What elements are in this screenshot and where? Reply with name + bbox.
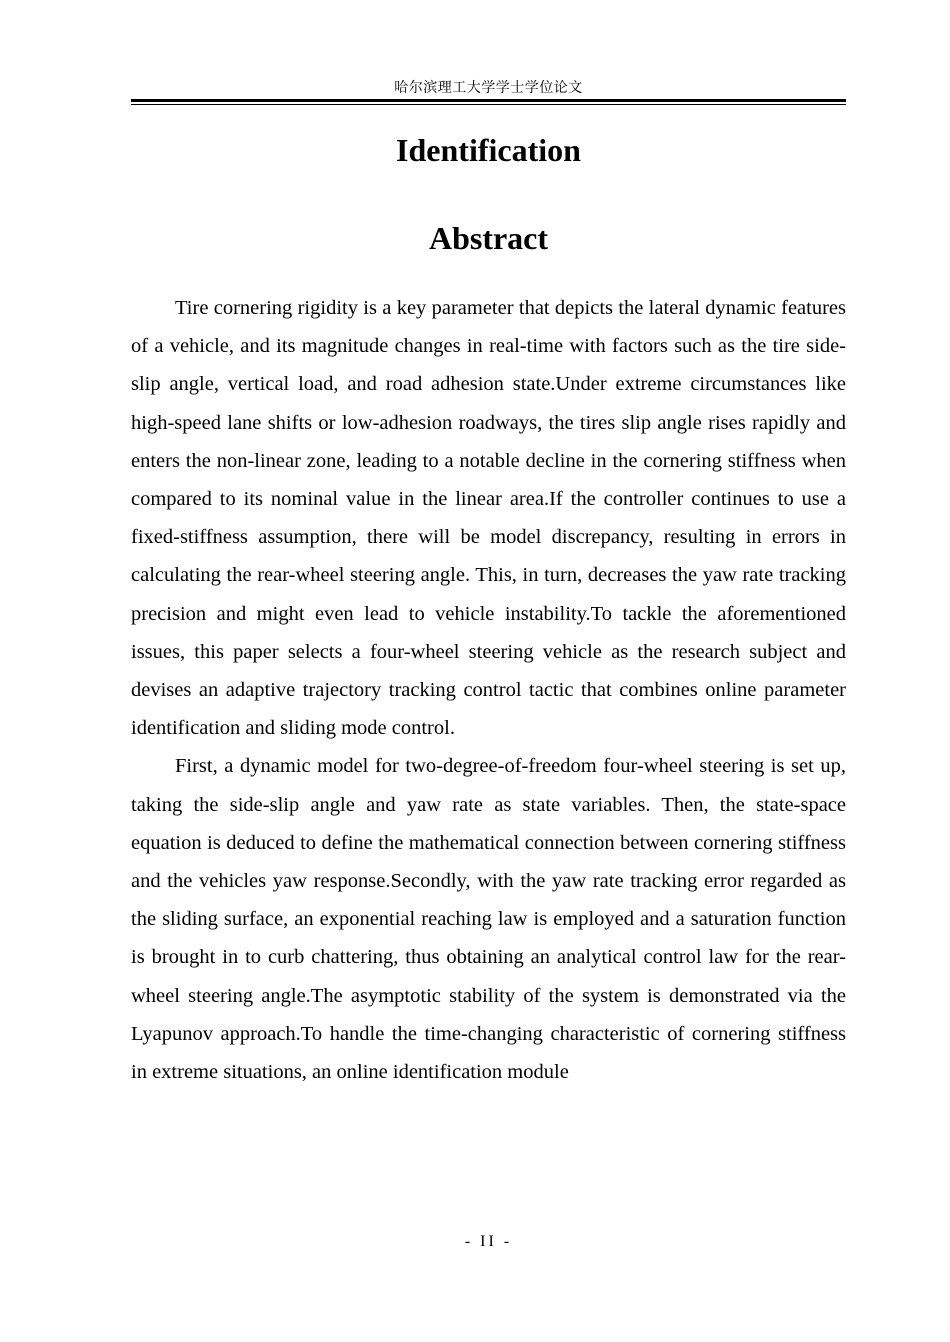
running-header: 哈尔滨理工大学学士学位论文 [394, 80, 583, 96]
abstract-paragraph: First, a dynamic model for two-degree-of-freedom four-wheel steering is set up, taking the side-slip angle and yaw rate as state variables. Then, the state-space equation is deduced to define the mathematical connection between cornering stiffness and the vehicles yaw response.Secondly, with the yaw rate tracking error regarded as the sliding surface, an exponential reaching law is employed and a saturation function is brought in to curb chattering, thus obtaining an analytical control law for the rear-wheel steering angle.The asymptotic stability of the system is demonstrated via the Lyapunov approach.To handle the time-changing characteristic of cornering stiffness in extreme situations, an online identification module [131, 755, 846, 1084]
abstract-paragraph: Tire cornering rigidity is a key parameter that depicts the lateral dynamic features of a vehicle, and its magnitude changes in real-time with factors such as the tire side-slip angle, vertical load, and road adhesion state.Under extreme circumstances like high-speed lane shifts or low-adhesion roadways, the tires slip angle rises rapidly and enters the non-linear zone, leading to a notable decline in the cornering stiffness when compared to its nominal value in the linear area.If the controller continues to use a fixed-stiffness assumption, there will be model discrepancy, resulting in errors in calculating the rear-wheel steering angle. This, in turn, decreases the yaw rate tracking precision and might even lead to vehicle instability.To tackle the aforementioned issues, this paper selects a four-wheel steering vehicle as the research subject and devises an adaptive trajectory tracking control tactic that combines online parameter identification and sliding mode control. [131, 297, 846, 740]
header-rule-thick [131, 99, 846, 102]
header-rule-thin [131, 104, 846, 105]
page-number: - II - [464, 1233, 513, 1250]
page-title: Identification [396, 132, 581, 168]
abstract-heading: Abstract [428, 220, 549, 256]
abstract-body [131, 289, 846, 1091]
